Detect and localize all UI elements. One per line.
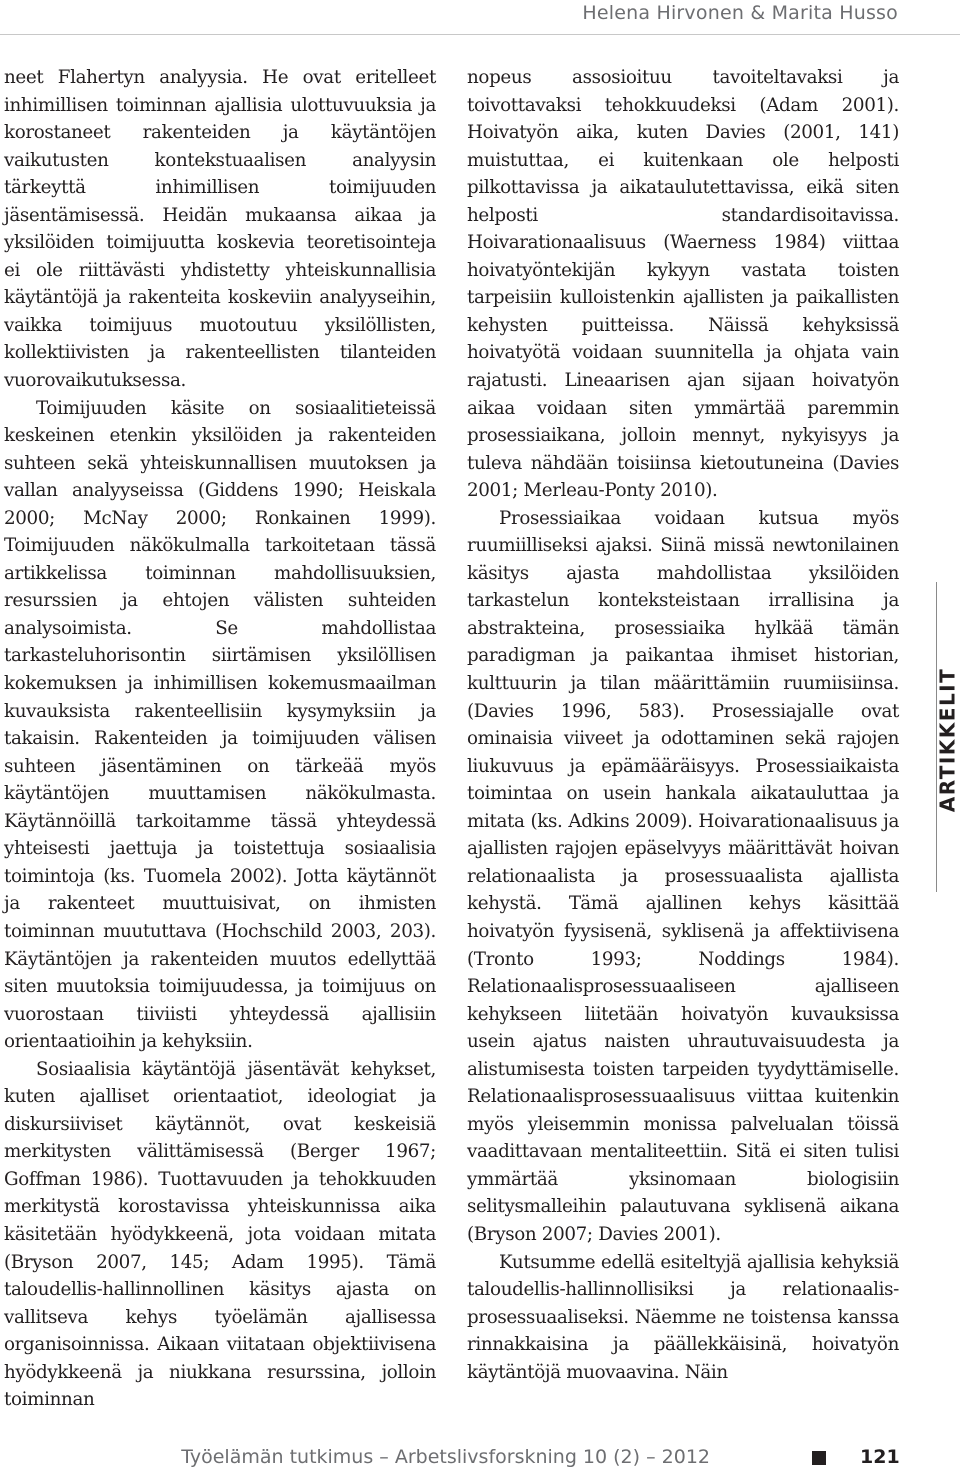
paragraph: Toimijuuden käsite on sosiaalitieteissä keskeinen etenkin yksilöiden ja rakenteiden suhteen sekä yhteiskunnallisen muutoksen ja vallan analyyseissa (Giddens 1990; Heiskala 2000; McNay 2000; Ronkainen 1999). Toimijuuden näkökulmalla tarkoitetaan tässä artikkelissa toiminnan mahdollisuuksien, resurssien ja ehtojen välisten suhteiden analysoimista. Se mahdollistaa tarkasteluhorisontin siirtämisen yksilöllisen kokemuksen ja inhimillisen kokemusmaailman kuvauksista rakenteellisiin kysymyksiin ja takaisin. Rakenteiden ja toimijuuden välisen suhteen jäsentäminen on tärkeää myös käytäntöjen muuttamisen näkökulmasta. Käytännöillä tarkoitamme tässä yhteydessä yhteisesti jaettuja ja toistettuja sosiaalisia toimintoja (ks. Tuomela 2002). Jotta käytännöt ja rakenteet muuttuisivat, on ihmisten toiminnan muututtava (Hochschild 2003, 203). Käytäntöjen ja rakenteiden muutos edellyttää siten muutoksia toimijuudessa, ja toimijuus on vuorostaan tiiviisti yhteydessä ajallisiin orientaatioihin ja kehyksiin. [4, 397, 436, 1053]
left-column [4, 64, 436, 1414]
section-label [902, 660, 960, 820]
paragraph: Kutsumme edellä esiteltyjä ajallisia kehyksiä taloudellis-hallinnollisiksi ja relationaalis-prosessuaaliseksi. Näemme ne toistensa kanssa rinnakkaisina ja päällekkäisinä, hoivatyön käytäntöjä muovaavina. Näin [467, 1251, 899, 1383]
square-bullet-icon [812, 1451, 826, 1465]
right-column [467, 64, 899, 1386]
paragraph: nopeus assosioituu tavoiteltavaksi ja toivottavaksi tehokkuudeksi (Adam 2001). Hoivatyön aika, kuten Davies (2001, 141) muistuttaa, ei kuitenkaan ole helposti pilkottavissa ja aikataulutettavissa, eikä siten helposti standardisoitavissa. Hoivarationaalisuus (Waerness 1984) viittaa hoivatyöntekijän kykyyn vastata toisten tarpeisiin kulloistenkin ajallisten ja paikallisten kehysten puitteissa. Näissä kehyksissä hoivatyötä voidaan suunnitella ja ohjata vain rajatusti. Lineaarisen ajan sijaan hoivatyön aikaa voidaan siten ymmärtää paremmin prosessiaikana, jolloin mennyt, nykyisyys ja tuleva nähdään toisiinsa kietoutuneina (Davies 2001; Merleau-Ponty 2010). [467, 67, 899, 502]
page-footer [0, 1443, 900, 1471]
running-head: Helena Hirvonen & Marita Husso [582, 2, 898, 24]
section-label-text: ARTIKKELIT [935, 667, 959, 813]
paragraph: Prosessiaikaa voidaan kutsua myös ruumiilliseksi ajaksi. Siinä missä newtonilainen käsitys ajasta mahdollistaa yksilöiden tarkastelun konteksteistaan irrallisina ja abstrakteina, prosessiaika hylkää tämän paradigman ja paikantaa ihmiset historian, kulttuurin ja tilan määrittämiin ruumiisiinsa. (Davies 1996, 583). Prosessiajalle ovat ominaisia viiveet ja odottaminen sekä rajojen liukuvuus ja epämääräisyys. Prosessiaikaista toimintaa on usein hankala aikatauluttaa ja mitata (ks. Adkins 2009). Hoivarationaalisuus ja ajallisten rajojen epäselvyys määrittävät hoivan relationaalista ja prosessuaalista ajallista kehystä. Tämä ajallinen kehys käsittää hoivatyön fyysisenä, syklisenä ja affektiivisena (Tronto 1993; Noddings 1984). Relationaalisprosessuaaliseen ajalliseen kehykseen liitetään hoivatyön kuvauksissa usein ajatus naisten uhrautuvaisuudesta ja alistumisesta toisten tarpeiden tyydyttämiselle. Relationaalisprosessuaalisuus viittaa kuitenkin myös yleisemmin monissa palvelualan töissä vaadittavaan mentaliteettiin. Sitä ei siten tulisi ymmärtää yksinomaan biologisiin selitysmalleihin palautuvana syklisenä aikana (Bryson 2007; Davies 2001). [467, 507, 899, 1245]
journal-name: Työelämän tutkimus – Arbetslivsforskning 10 (2) – 2012 [181, 1446, 710, 1468]
paragraph: neet Flahertyn analyysia. He ovat eritelleet inhimillisen toiminnan ajallisia ulottuvuuksia ja korostaneet rakenteiden ja käytäntöjen vaikutusten kontekstuaalisen analyysin tärkeyttä inhimillisen toimijuuden jäsentämisessä. Heidän mukaansa aikaa ja yksilöiden toimijuutta koskevia teoretisointeja ei ole riittävästi yhdistetty yhteiskunnallisia käytäntöjä ja rakenteita koskeviin analyyseihin, vaikka toimijuus muotoutuu yksilöllisten, kollektiivisten ja rakenteellisten tilanteiden vuorovaikutuksessa. [4, 67, 436, 392]
header-rule [0, 34, 960, 35]
paragraph: Sosiaalisia käytäntöjä jäsentävät kehykset, kuten ajalliset orientaatiot, ideologiat ja diskursiiviset käytännöt, ovat keskeisiä merkitysten välittämisessä (Berger 1967; Goffman 1986). Tuottavuuden ja tehokkuuden merkitystä korostavissa yhteiskunnissa aika käsitetään hyödykkeenä, jota voidaan mitata (Bryson 2007, 145; Adam 1995). Tämä taloudellis-hallinnollinen käsitys ajasta on vallitseva kehys työelämän ajallisessa organisoinnissa. Aikaan viitataan objektiivisena hyödykkeenä ja niukkana resurssina, jolloin toiminnan [4, 1058, 436, 1411]
page-number: 121 [860, 1446, 900, 1468]
